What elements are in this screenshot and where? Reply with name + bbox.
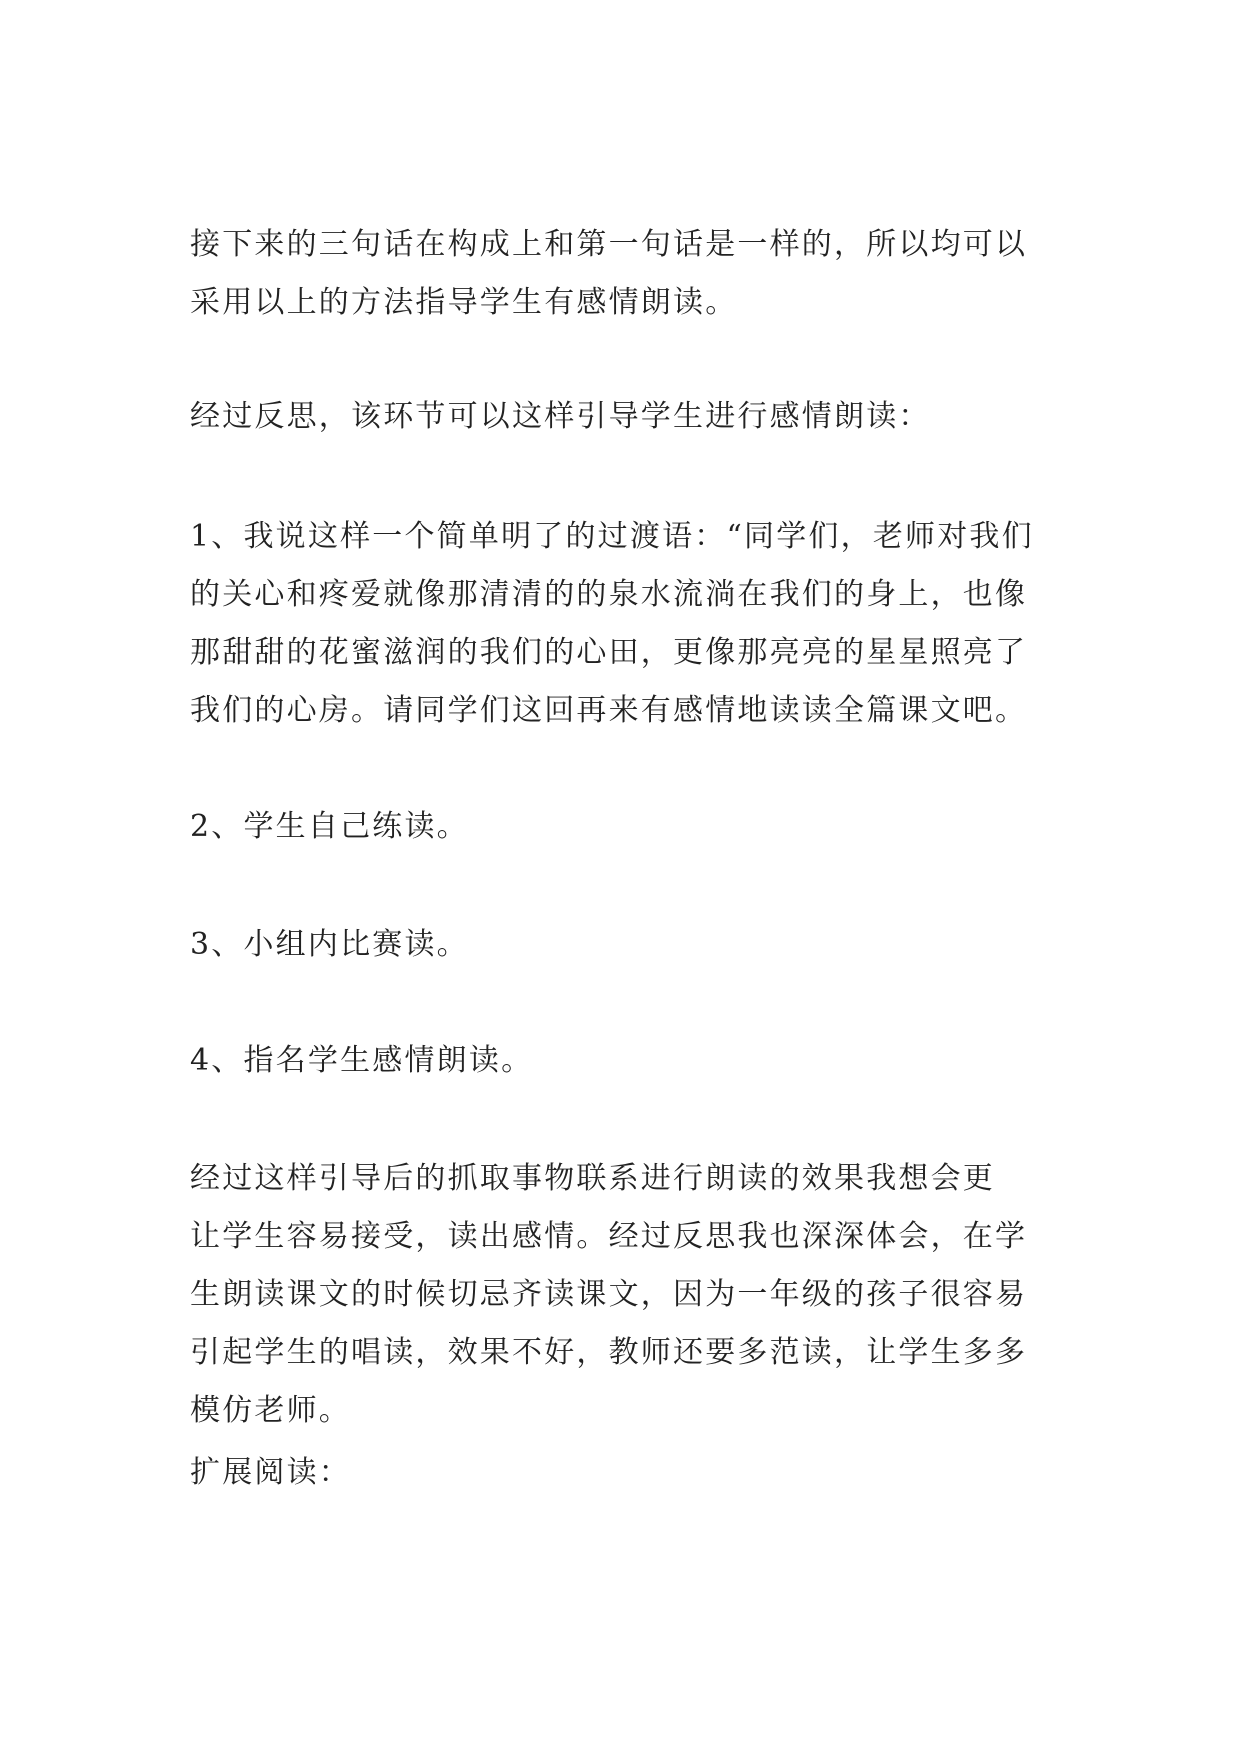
text-line: 的关心和疼爱就像那清清的的泉水流淌在我们的身上，也像 [190, 577, 1028, 612]
text-line: 经过这样引导后的抓取事物联系进行朗读的效果我想会更 [190, 1161, 995, 1196]
text-line: 接下来的三句话在构成上和第一句话是一样的，所以均可以 [190, 227, 1028, 262]
paragraph-conclusion [190, 1150, 1090, 1440]
text-line: 3、小组内比赛读。 [190, 927, 469, 962]
text-line: 那甜甜的花蜜滋润的我们的心田，更像那亮亮的星星照亮了 [190, 635, 1028, 670]
paragraph-step-3 [190, 916, 1090, 974]
paragraph-intro [190, 216, 1090, 332]
text-line: 让学生容易接受，读出感情。经过反思我也深深体会，在学 [190, 1219, 1028, 1254]
text-line: 4、指名学生感情朗读。 [190, 1043, 534, 1078]
text-line: 采用以上的方法指导学生有感情朗读。 [190, 285, 738, 320]
paragraph-reflection [190, 388, 1090, 446]
text-line: 我们的心房。请同学们这回再来有感情地读读全篇课文吧。 [190, 693, 1028, 728]
text-line: 引起学生的唱读，效果不好，教师还要多范读，让学生多多 [190, 1335, 1028, 1370]
paragraph-step-1 [190, 508, 1090, 740]
text-line: 模仿老师。 [190, 1393, 351, 1428]
text-line: 生朗读课文的时候切忌齐读课文，因为一年级的孩子很容易 [190, 1277, 1028, 1312]
paragraph-step-2 [190, 798, 1090, 856]
text-line: 1、我说这样一个简单明了的过渡语：“同学们，老师对我们 [190, 519, 1034, 554]
text-line: 扩展阅读： [190, 1455, 351, 1490]
text-line: 经过反思，该环节可以这样引导学生进行感情朗读： [190, 399, 931, 434]
text-line: 2、学生自己练读。 [190, 809, 469, 844]
paragraph-step-4 [190, 1032, 1090, 1090]
paragraph-extended-reading [190, 1444, 1090, 1502]
